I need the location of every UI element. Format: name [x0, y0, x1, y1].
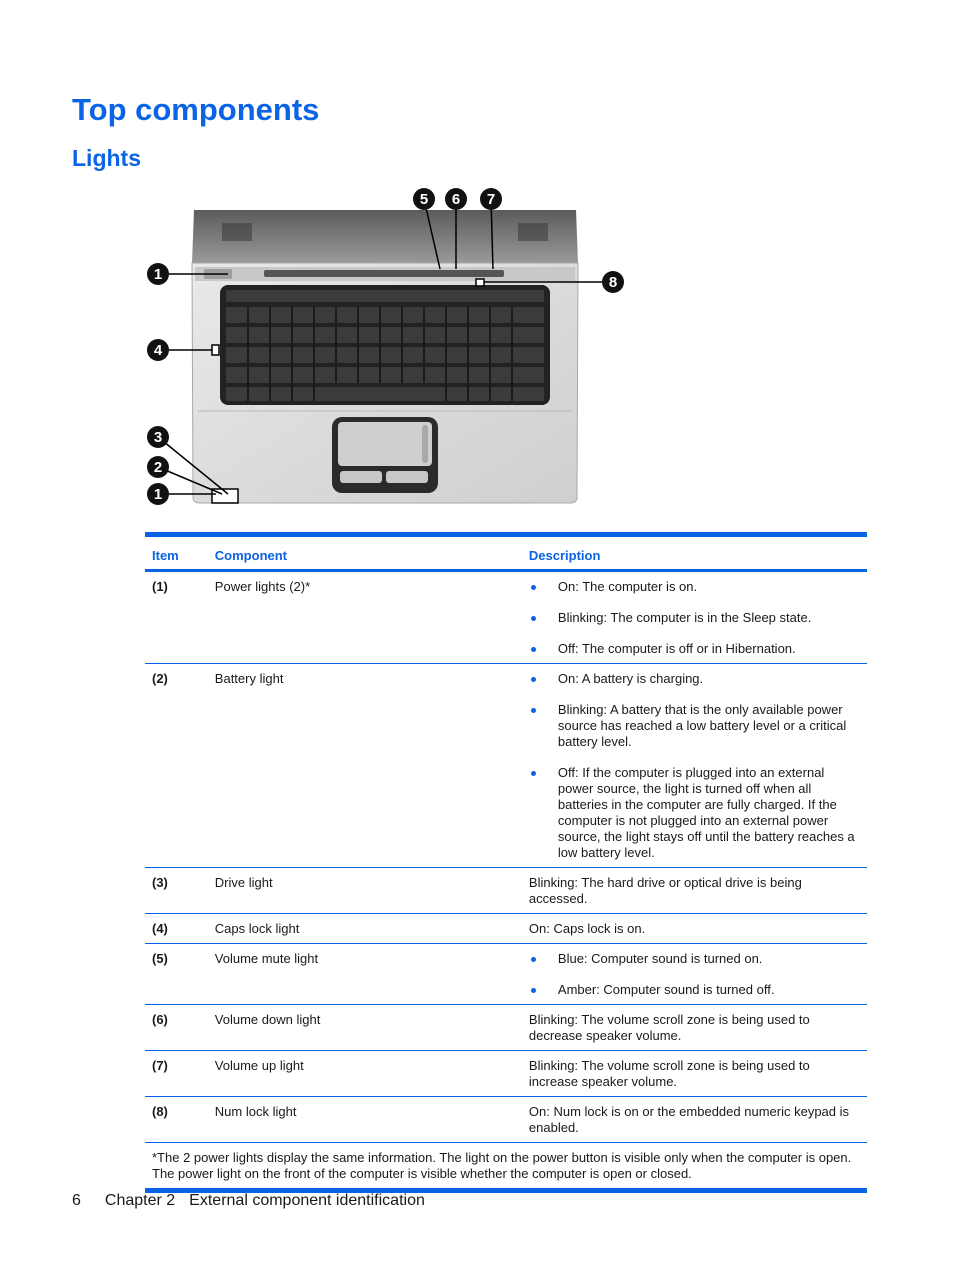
- callout-1-top-label: 1: [153, 266, 163, 283]
- table-row: [145, 571, 867, 664]
- item-number: (4): [152, 921, 168, 936]
- callout-3-label: 3: [153, 429, 163, 446]
- component-name: Volume mute light: [214, 951, 319, 966]
- item-number: (3): [152, 875, 168, 890]
- callout-5-label: 5: [419, 191, 429, 208]
- component-name: Caps lock light: [214, 921, 300, 936]
- chapter-label: Chapter 2: [104, 1192, 176, 1209]
- bullet-item: Off: If the computer is plugged into an external power source, the light is turned off when all batteries in the computer are fully charged. If the computer is not plugged into an external power source, the light stays off until the battery reaches a low battery level.: [529, 765, 861, 861]
- description: [522, 571, 867, 664]
- bullet-list: [529, 579, 861, 657]
- component-name: Battery light: [214, 671, 284, 686]
- callout-8-label: 8: [608, 274, 618, 291]
- callout-4-label: 4: [153, 342, 163, 359]
- table-footnote: *The 2 power lights display the same information. The light on the power button is visible only when the computer is open. The power light on the front of the computer is visible whether the computer is open or closed.: [152, 1150, 852, 1181]
- touchpad: [338, 422, 432, 466]
- item-number: (8): [152, 1104, 168, 1119]
- table-header-row: [145, 535, 867, 571]
- bullet-list: [529, 951, 861, 998]
- table-row: [145, 1051, 867, 1097]
- table-row: [145, 868, 867, 914]
- item-number: (6): [152, 1012, 168, 1027]
- table-row: [145, 944, 867, 1005]
- item-number: (5): [152, 951, 168, 966]
- callout-1-front-label: 1: [153, 486, 163, 503]
- description: On: Num lock is on or the embedded numeric keypad is enabled.: [528, 1104, 850, 1135]
- right-touchpad-button: [386, 471, 428, 483]
- section-title: Lights: [72, 145, 141, 171]
- page-footer: [72, 1192, 425, 1210]
- page-number: 6: [72, 1192, 81, 1209]
- bullet-item: Blue: Computer sound is turned on.: [529, 951, 861, 967]
- media-button-strip: [264, 270, 504, 277]
- description: Blinking: The hard drive or optical drive is being accessed.: [528, 875, 802, 906]
- bullet-item: Blinking: The computer is in the Sleep state.: [529, 610, 861, 626]
- chapter-title: External component identification: [189, 1192, 425, 1209]
- component-name: Volume down light: [214, 1012, 321, 1027]
- left-touchpad-button: [340, 471, 382, 483]
- component-name: Num lock light: [214, 1104, 297, 1119]
- component-name: Drive light: [214, 875, 273, 890]
- bullet-item: On: The computer is on.: [529, 579, 861, 595]
- table-row: [145, 664, 867, 868]
- description: [522, 664, 867, 868]
- caps-lock-light-marker: [212, 345, 219, 355]
- component-name: Volume up light: [214, 1058, 304, 1073]
- description: Blinking: The volume scroll zone is being used to decrease speaker volume.: [528, 1012, 810, 1043]
- table-row: [145, 1005, 867, 1051]
- bullet-item: Blinking: A battery that is the only available power source has reached a low battery level or a critical battery level.: [529, 702, 861, 750]
- table-row: [145, 1097, 867, 1143]
- table-row: [145, 914, 867, 944]
- header-component: Component: [214, 548, 288, 563]
- component-name: Power lights (2)*: [214, 579, 311, 594]
- header-item: Item: [152, 548, 179, 563]
- description: [522, 944, 867, 1005]
- item-number: (2): [152, 671, 168, 686]
- bullet-item: On: A battery is charging.: [529, 671, 861, 687]
- callout-7-label: 7: [486, 191, 496, 208]
- item-number: (7): [152, 1058, 168, 1073]
- footnote-row: [145, 1143, 867, 1191]
- bullet-item: Amber: Computer sound is turned off.: [529, 982, 861, 998]
- description: On: Caps lock is on.: [528, 921, 646, 936]
- bullet-list: [529, 671, 861, 861]
- item-number: (1): [152, 579, 168, 594]
- page-title: Top components: [72, 92, 320, 127]
- bullet-item: Off: The computer is off or in Hibernation.: [529, 641, 861, 657]
- callout-2-label: 2: [153, 459, 163, 476]
- num-lock-light-marker: [476, 279, 484, 286]
- description: Blinking: The volume scroll zone is being used to increase speaker volume.: [528, 1058, 810, 1089]
- callout-6-label: 6: [451, 191, 461, 208]
- header-description: Description: [528, 548, 601, 563]
- laptop-top-view-figure: [140, 183, 640, 509]
- lights-table: [145, 532, 867, 1193]
